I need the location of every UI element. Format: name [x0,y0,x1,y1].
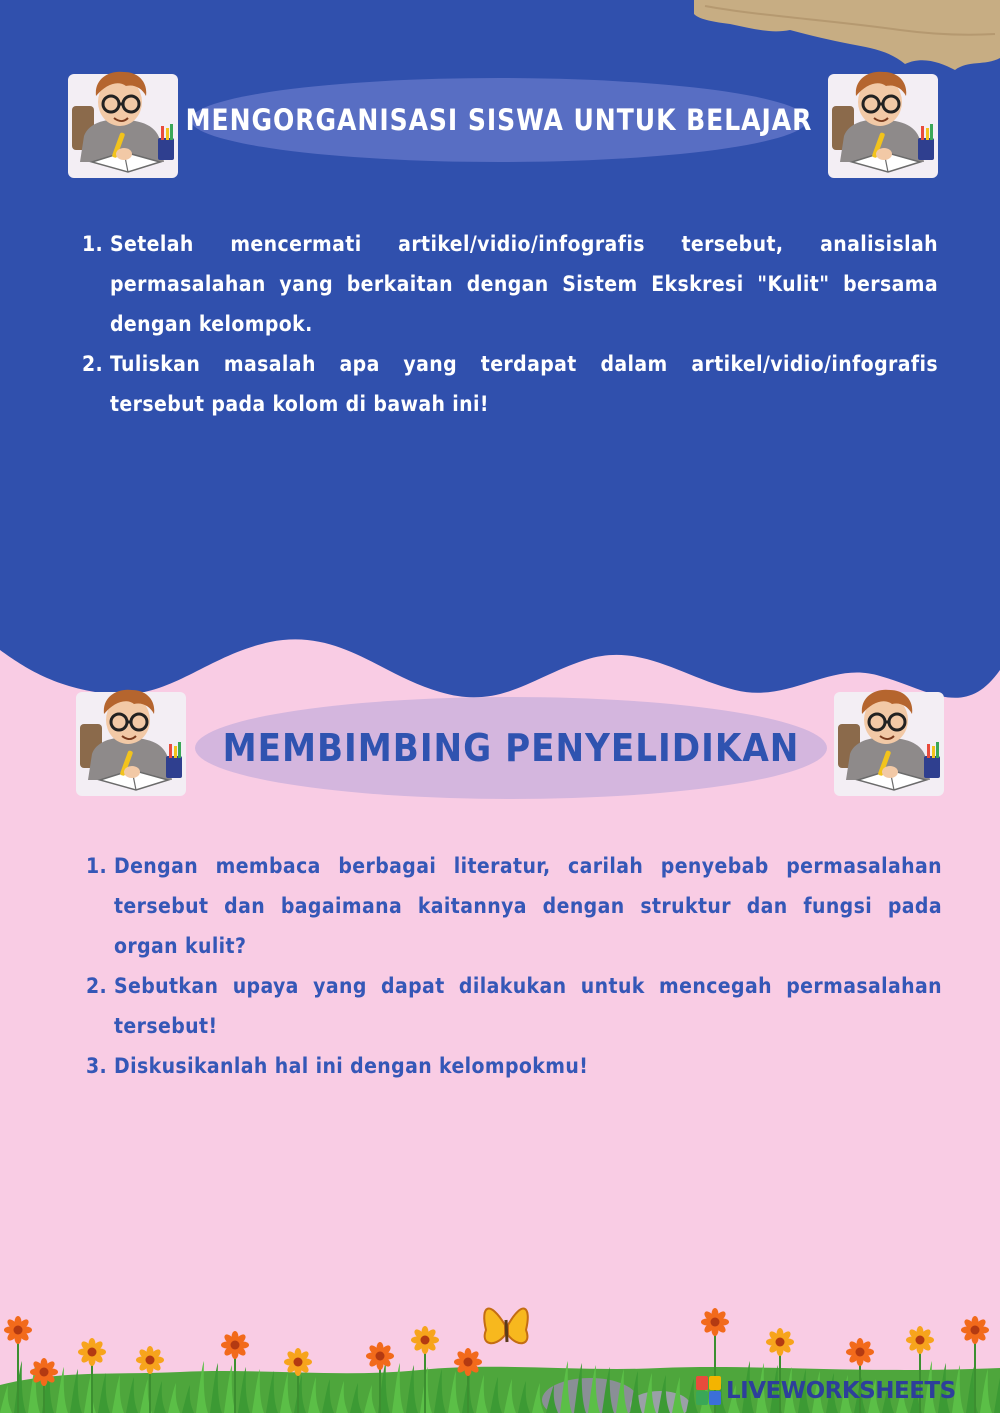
student-mascot-icon [824,66,942,184]
liveworksheets-logo[interactable] [696,1374,956,1408]
liveworksheets-icon [696,1376,722,1406]
section1-title: MENGORGANISASI SISWA UNTUK BELAJAR [191,78,807,162]
section2-instructions [86,846,942,1086]
item-text: Setelah mencermati artikel/vidio/infografis tersebut, analisislah permasalahan yang berkaitan dengan Sistem Ekskresi "Kulit" bersama dengan kelompok. [110,232,938,336]
list-item [82,344,938,424]
flower-center [14,1326,23,1335]
item-text: Dengan membaca berbagai literatur, carilah penyebab permasalahan tersebut dan bagaimana kaitannya dengan struktur dan fungsi pada organ kulit? [114,854,942,958]
student-mascot-icon [830,684,948,802]
section1-instructions [82,224,938,424]
flower-center [146,1356,155,1365]
item-number: 1. [86,854,108,878]
flower-center [971,1326,980,1335]
butterfly-icon [484,1309,505,1344]
flower-center [294,1358,303,1367]
flower-center [376,1352,385,1361]
item-number: 1. [82,232,104,256]
list-item [86,1046,942,1086]
flower-center [40,1368,49,1377]
list-item [86,846,942,966]
item-text: Diskusikanlah hal ini dengan kelompokmu! [114,1054,589,1078]
flower-center [464,1358,473,1367]
butterfly-icon [508,1309,528,1344]
flower-center [916,1336,925,1345]
item-number: 2. [82,352,104,376]
section2-title: MEMBIMBING PENYELIDIKAN [195,697,827,799]
item-text: Tuliskan masalah apa yang terdapat dalam artikel/vidio/infografis tersebut pada kolom di bawah ini! [110,352,938,416]
list-item [82,224,938,344]
item-number: 2. [86,974,108,998]
list-item [86,966,942,1046]
flower-center [88,1348,97,1357]
student-mascot-icon [64,66,182,184]
flower-center [231,1341,240,1350]
item-text: Sebutkan upaya yang dapat dilakukan untuk mencegah permasalahan tersebut! [114,974,942,1038]
flower-center [421,1336,430,1345]
flower-center [776,1338,785,1347]
student-mascot-icon [72,684,190,802]
item-number: 3. [86,1054,108,1078]
flower-center [711,1318,720,1327]
liveworksheets-brand: LIVEWORKSHEETS [726,1378,956,1404]
flower-center [856,1348,865,1357]
